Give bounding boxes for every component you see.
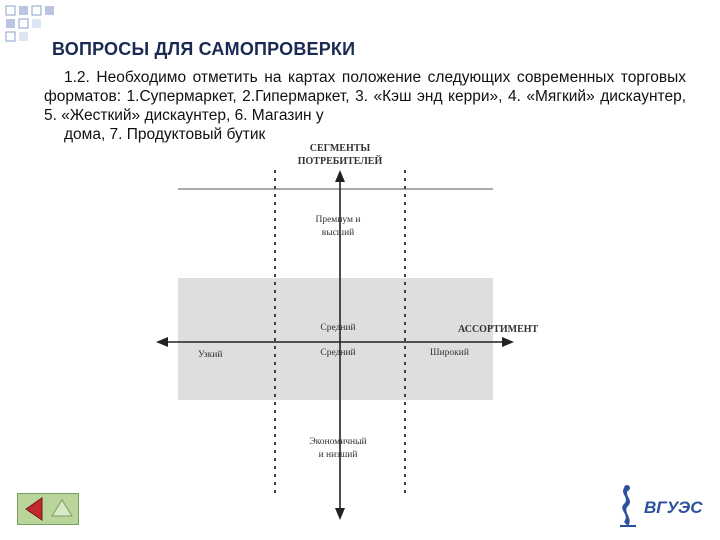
positioning-map: [140, 140, 560, 525]
vertical-axis-label-line2: ПОТРЕБИТЕЛЕЙ: [297, 156, 383, 167]
axis-arrow-up-icon: [335, 170, 345, 182]
top-segment-label-line1: Премиум и: [315, 215, 361, 225]
top-segment-label-line2: высший: [321, 228, 355, 238]
assortment-medium-label: Средний: [320, 348, 356, 358]
task-text: [44, 68, 686, 144]
bottom-segment-label-line1: Экономичный: [309, 437, 367, 447]
task-text-main: 1.2. Необходимо отметить на картах положение следующих современных торговых форматов: 1.Супермаркет, 2.Гипермаркет, 3. «Кэш энд керри», 4. «Мягкий» дискаунтер, 5. «Жесткий» дискаунтер, 6. Магазин у: [44, 69, 686, 124]
logo-text: ВГУЭС: [644, 498, 703, 517]
assortment-narrow-label: Узкий: [198, 350, 223, 360]
back-arrow-icon: [18, 494, 78, 524]
bottom-segment-label-line2: и низший: [318, 450, 358, 460]
task-text-tail: дома, 7. Продуктовый бутик: [64, 126, 266, 143]
back-button[interactable]: [17, 493, 79, 525]
slide-title: ВОПРОСЫ ДЛЯ САМОПРОВЕРКИ: [52, 39, 356, 59]
horizontal-axis-label: АССОРТИМЕНТ: [458, 324, 539, 335]
axis-arrow-down-icon: [335, 508, 345, 520]
axis-arrow-right-icon: [502, 337, 514, 347]
axis-arrow-left-icon: [156, 337, 168, 347]
vertical-axis-label-line1: СЕГМЕНТЫ: [309, 143, 371, 154]
assortment-wide-label: Широкий: [430, 348, 469, 358]
middle-segment-label: Средний: [320, 323, 356, 333]
middle-segment-band: [178, 278, 493, 400]
university-logo: [610, 482, 710, 530]
logo-emblem-icon: [610, 482, 710, 530]
